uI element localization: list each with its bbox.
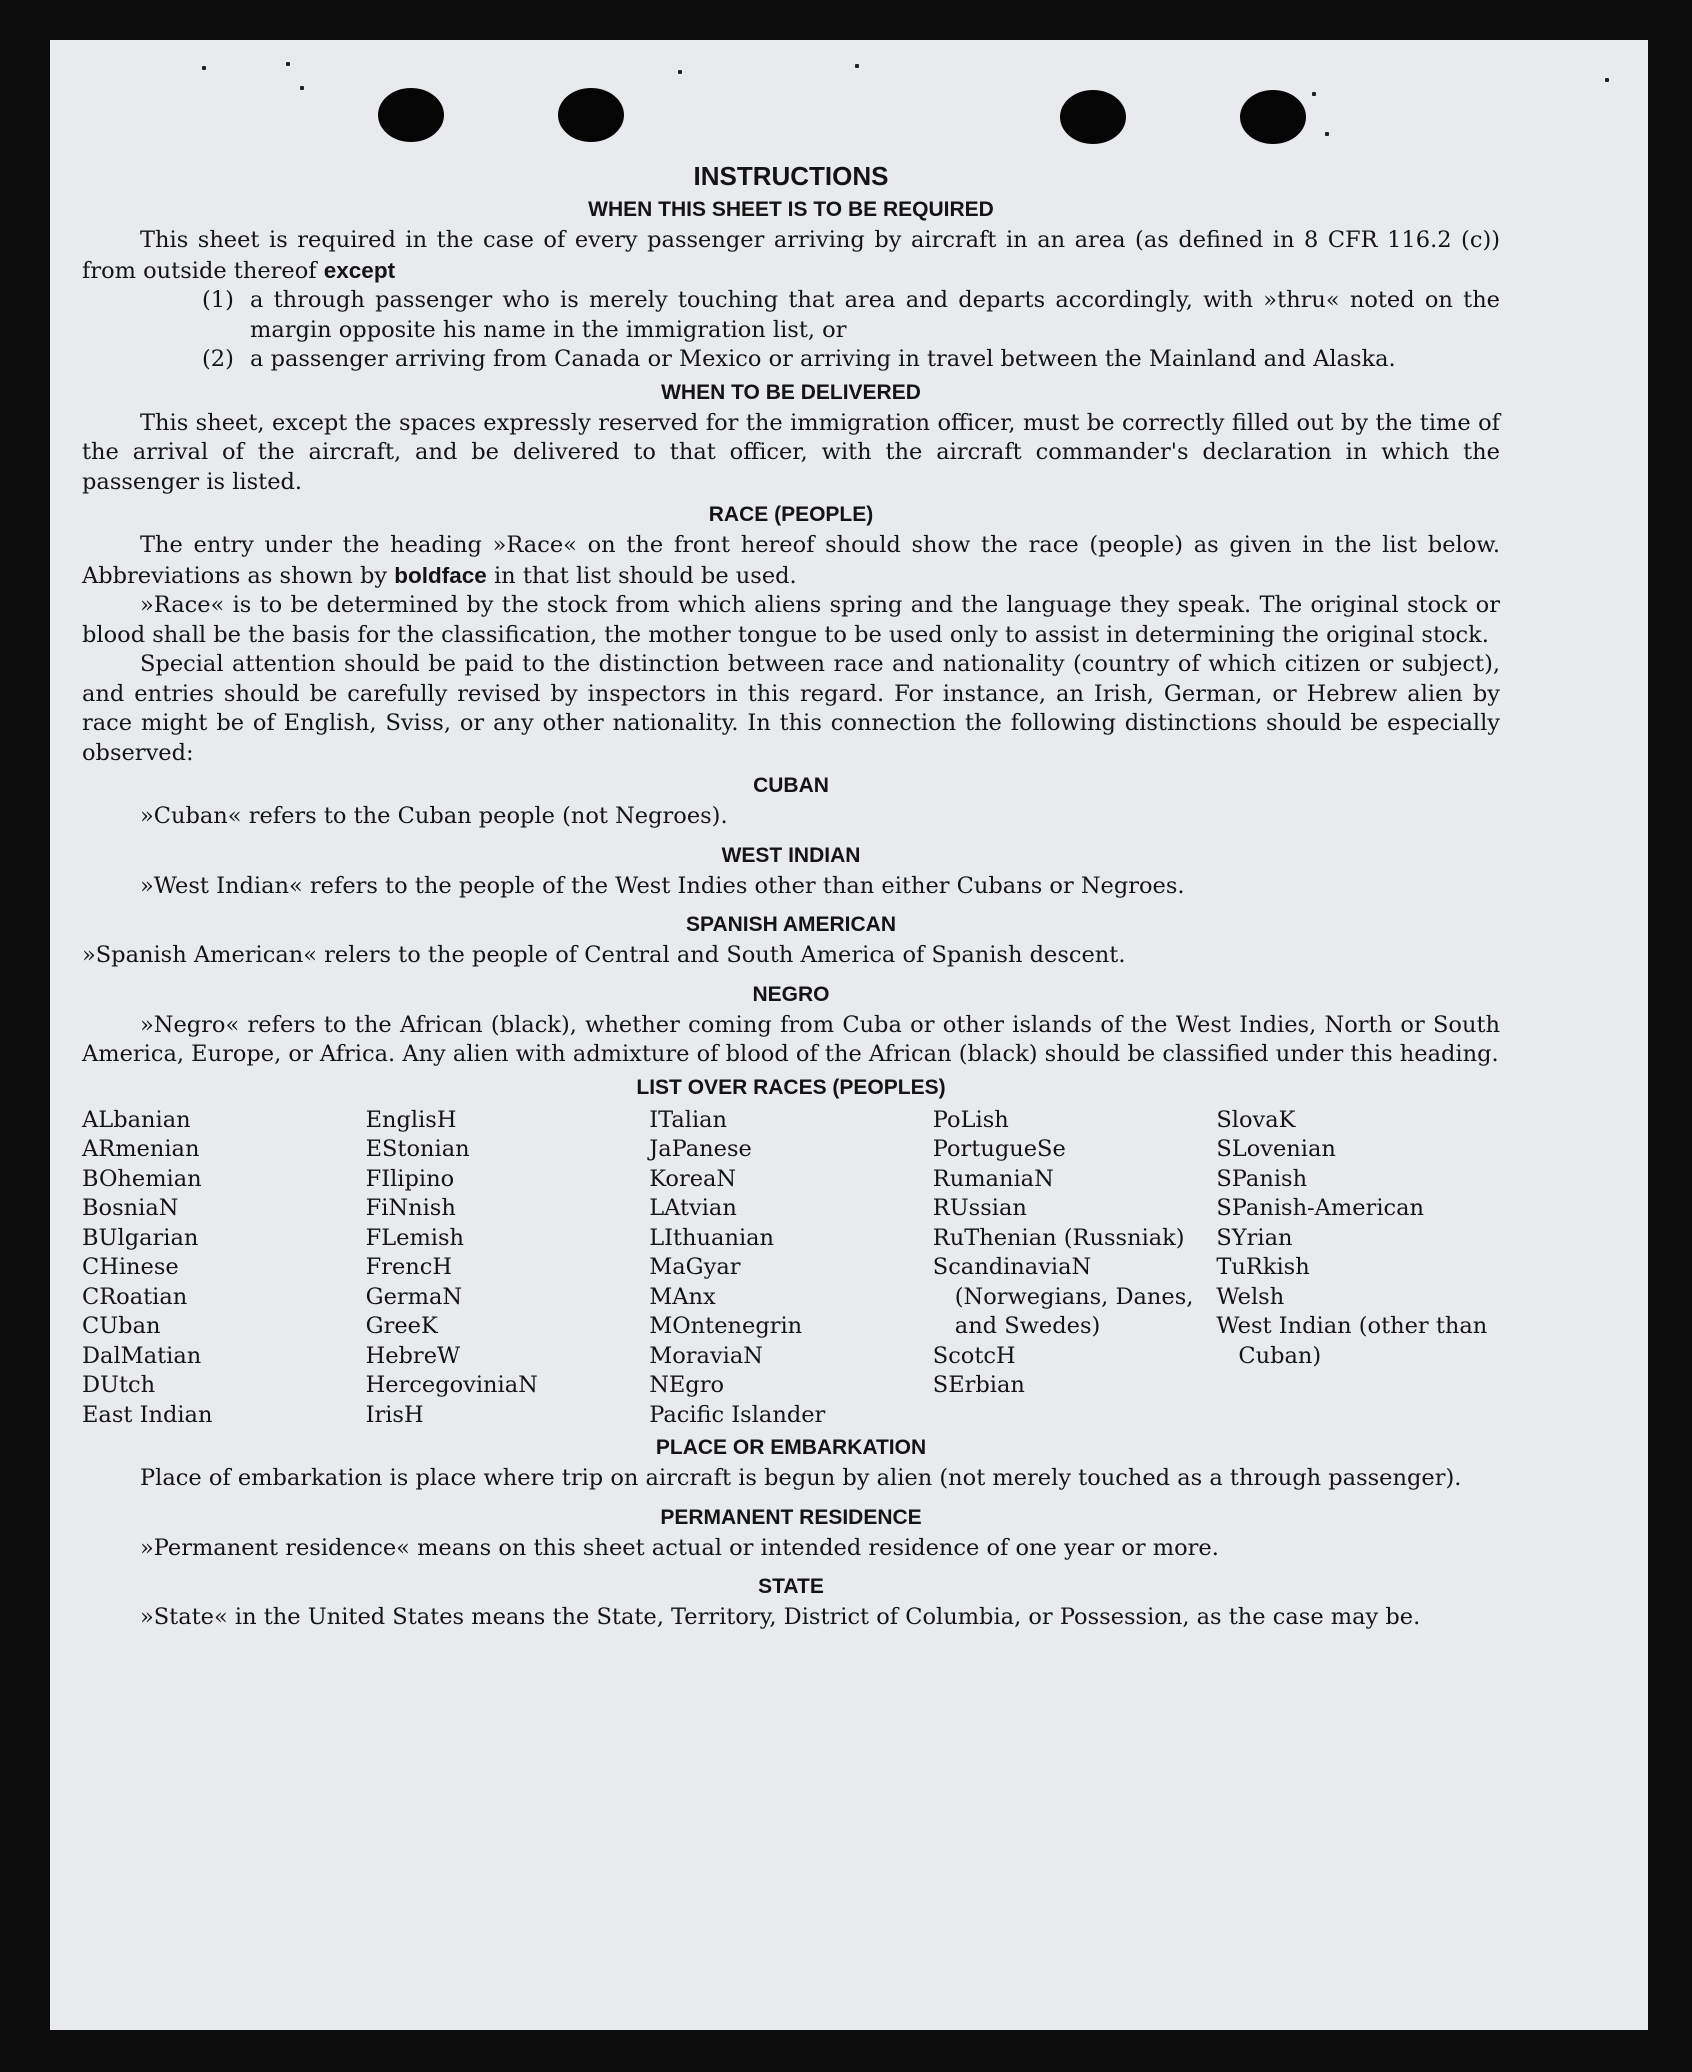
race-entry: SErbian [932, 1372, 1025, 1398]
race-list [82, 1106, 1500, 1431]
race-entry: DUtch [82, 1372, 156, 1398]
race-entry: SPanish-American [1216, 1195, 1425, 1221]
race-entry: SYrian [1216, 1224, 1293, 1251]
race-column [1216, 1106, 1500, 1431]
race-entry: RUssian [932, 1195, 1027, 1221]
race-entry: ScandinaviaN (Norwegians, Danes, and Swedes) [932, 1254, 1194, 1339]
race-entry: BosniaN [82, 1195, 179, 1221]
race-entry: BOhemian [82, 1165, 202, 1192]
race-entry: EnglisH [365, 1106, 457, 1133]
document-sheet [50, 40, 1648, 2030]
race-entry: TuRkish [1216, 1254, 1310, 1280]
race-entry: MaGyar [649, 1254, 741, 1280]
race-entry: NEgro [649, 1372, 725, 1398]
race-entry: CRoatian [82, 1283, 188, 1310]
race-entry: CHinese [82, 1254, 179, 1280]
race-entry: HebreW [365, 1342, 461, 1369]
race-entry: LAtvian [649, 1195, 737, 1221]
race-entry: ARmenian [82, 1136, 200, 1162]
race-entry: PortugueSe [932, 1136, 1066, 1162]
race-entry: GermaN [365, 1283, 463, 1310]
speck [300, 86, 304, 90]
race-entry: FIlipino [365, 1165, 455, 1192]
speck [1325, 132, 1329, 136]
paragraph: »Cuban« refers to the Cuban people (not Negroes). [140, 803, 728, 829]
race-entry: CUban [82, 1313, 161, 1339]
speck [678, 70, 682, 74]
section-heading: WHEN THIS SHEET IS TO BE REQUIRED [588, 198, 994, 221]
race-entry: BUlgarian [82, 1224, 199, 1251]
race-entry: IrisH [365, 1401, 424, 1428]
section-heading: RACE (PEOPLE) [708, 503, 874, 526]
section-heading: SPANISH AMERICAN [685, 913, 896, 936]
section-heading: STATE [758, 1575, 824, 1598]
race-entry: West Indian (other than Cuban) [1216, 1313, 1488, 1369]
race-entry: MAnx [649, 1283, 716, 1310]
paragraph: »Race« is to be determined by the stock from which aliens spring and the language they speak. The original stock or blood shall be the basis for the classification, the mother tongue to be used only to assist in determining the original stock. [82, 592, 1500, 648]
race-entry: GreeK [365, 1313, 438, 1339]
race-entry: ScotcH [932, 1342, 1016, 1369]
section-heading: WEST INDIAN [721, 843, 861, 867]
section-heading: PERMANENT RESIDENCE [660, 1505, 922, 1529]
race-column [82, 1106, 366, 1431]
speck [1605, 78, 1609, 82]
paragraph: This sheet, except the spaces expressly reserved for the immigration officer, must be correctly filled out by the time of the arrival of the aircraft, and be delivered to that officer, with the aircraft commander's declaration in which the passenger is listed. [82, 409, 1500, 495]
race-entry: KoreaN [649, 1165, 737, 1192]
race-entry: SPanish [1216, 1165, 1308, 1192]
speck [855, 64, 859, 68]
paragraph: »Permanent residence« means on this sheet actual or intended residence of one year or more. [140, 1534, 1219, 1561]
race-entry: FrencH [365, 1254, 452, 1280]
race-entry: EStonian [365, 1136, 470, 1162]
race-entry: SlovaK [1216, 1106, 1296, 1133]
paragraph: This sheet is required in the case of every passenger arriving by aircraft in an area (as defined in 8 CFR 116.2 (c)) from outside thereof except [82, 227, 1500, 284]
section-heading: NEGRO [752, 982, 830, 1006]
paragraph: The entry under the heading »Race« on the front hereof should show the race (people) as given in the list below. Abbreviations as shown by boldface in that list should be used. [82, 532, 1500, 589]
race-entry: RumaniaN [932, 1165, 1054, 1192]
punch-hole [1240, 90, 1306, 144]
section-heading: PLACE OR EMBARKATION [655, 1436, 927, 1459]
race-entry: East Indian [82, 1401, 213, 1428]
race-entry: HercegoviniaN [365, 1372, 538, 1398]
paragraph: Special attention should be paid to the distinction between race and nationality (country of which citizen or subject), and entries should be carefully revised by inspectors in this regard. For instance, an Irish, German, or Hebrew alien by race might be of English, Sviss, or any other nationality. In this connection the following distinctions should be especially observed: [82, 651, 1500, 766]
paragraph: »Spanish American« relers to the people of Central and South America of Spanish descent. [82, 942, 1126, 968]
instructions-content [82, 160, 1500, 1633]
paragraph: »State« in the United States means the State, Territory, District of Columbia, or Possession, as the case may be. [140, 1604, 1421, 1630]
race-column [366, 1106, 650, 1431]
section-heading: CUBAN [753, 774, 829, 797]
page-title: INSTRUCTIONS [693, 161, 889, 191]
race-entry: ITalian [649, 1106, 728, 1133]
paragraph: Place of embarkation is place where trip on aircraft is begun by alien (not merely touched as a through passenger). [140, 1465, 1462, 1491]
section-heading: WHEN TO BE DELIVERED [661, 380, 921, 404]
race-entry: MOntenegrin [649, 1313, 803, 1339]
race-entry: MoraviaN [649, 1342, 763, 1369]
list-item: (2) a passenger arriving from Canada or Mexico or arriving in travel between the Mainland and Alaska. [202, 346, 1396, 372]
punch-hole [1060, 90, 1126, 144]
race-entry: RuThenian (Russniak) [932, 1224, 1185, 1251]
exception-list [82, 286, 1500, 375]
race-entry: ALbanian [82, 1106, 191, 1133]
punch-hole [378, 88, 444, 142]
race-entry: FLemish [365, 1224, 465, 1251]
speck [286, 62, 290, 66]
race-entry: Pacific Islander [649, 1401, 826, 1428]
list-item: (1) a through passenger who is merely touching that area and departs accordingly, with »thru« noted on the margin opposite his name in the immigration list, or [202, 287, 1500, 343]
punch-hole [558, 88, 624, 142]
race-column [933, 1106, 1217, 1431]
race-entry: Welsh [1216, 1283, 1285, 1310]
paragraph: »Negro« refers to the African (black), whether coming from Cuba or other islands of the West Indies, North or South America, Europe, or Africa. Any alien with admixture of blood of the African (black) should be classified under this heading. [82, 1011, 1500, 1067]
speck [1312, 92, 1316, 96]
race-entry: LIthuanian [649, 1224, 775, 1251]
race-column [649, 1106, 933, 1431]
race-entry: DalMatian [82, 1342, 202, 1369]
speck [202, 66, 206, 70]
race-entry: JaPanese [649, 1136, 752, 1162]
race-entry: FiNnish [365, 1195, 456, 1221]
race-entry: SLovenian [1216, 1136, 1336, 1162]
section-heading: LIST OVER RACES (PEOPLES) [636, 1075, 946, 1099]
race-entry: PoLish [932, 1106, 1009, 1133]
paragraph: »West Indian« refers to the people of the West Indies other than either Cubans or Negroes. [140, 872, 1185, 899]
